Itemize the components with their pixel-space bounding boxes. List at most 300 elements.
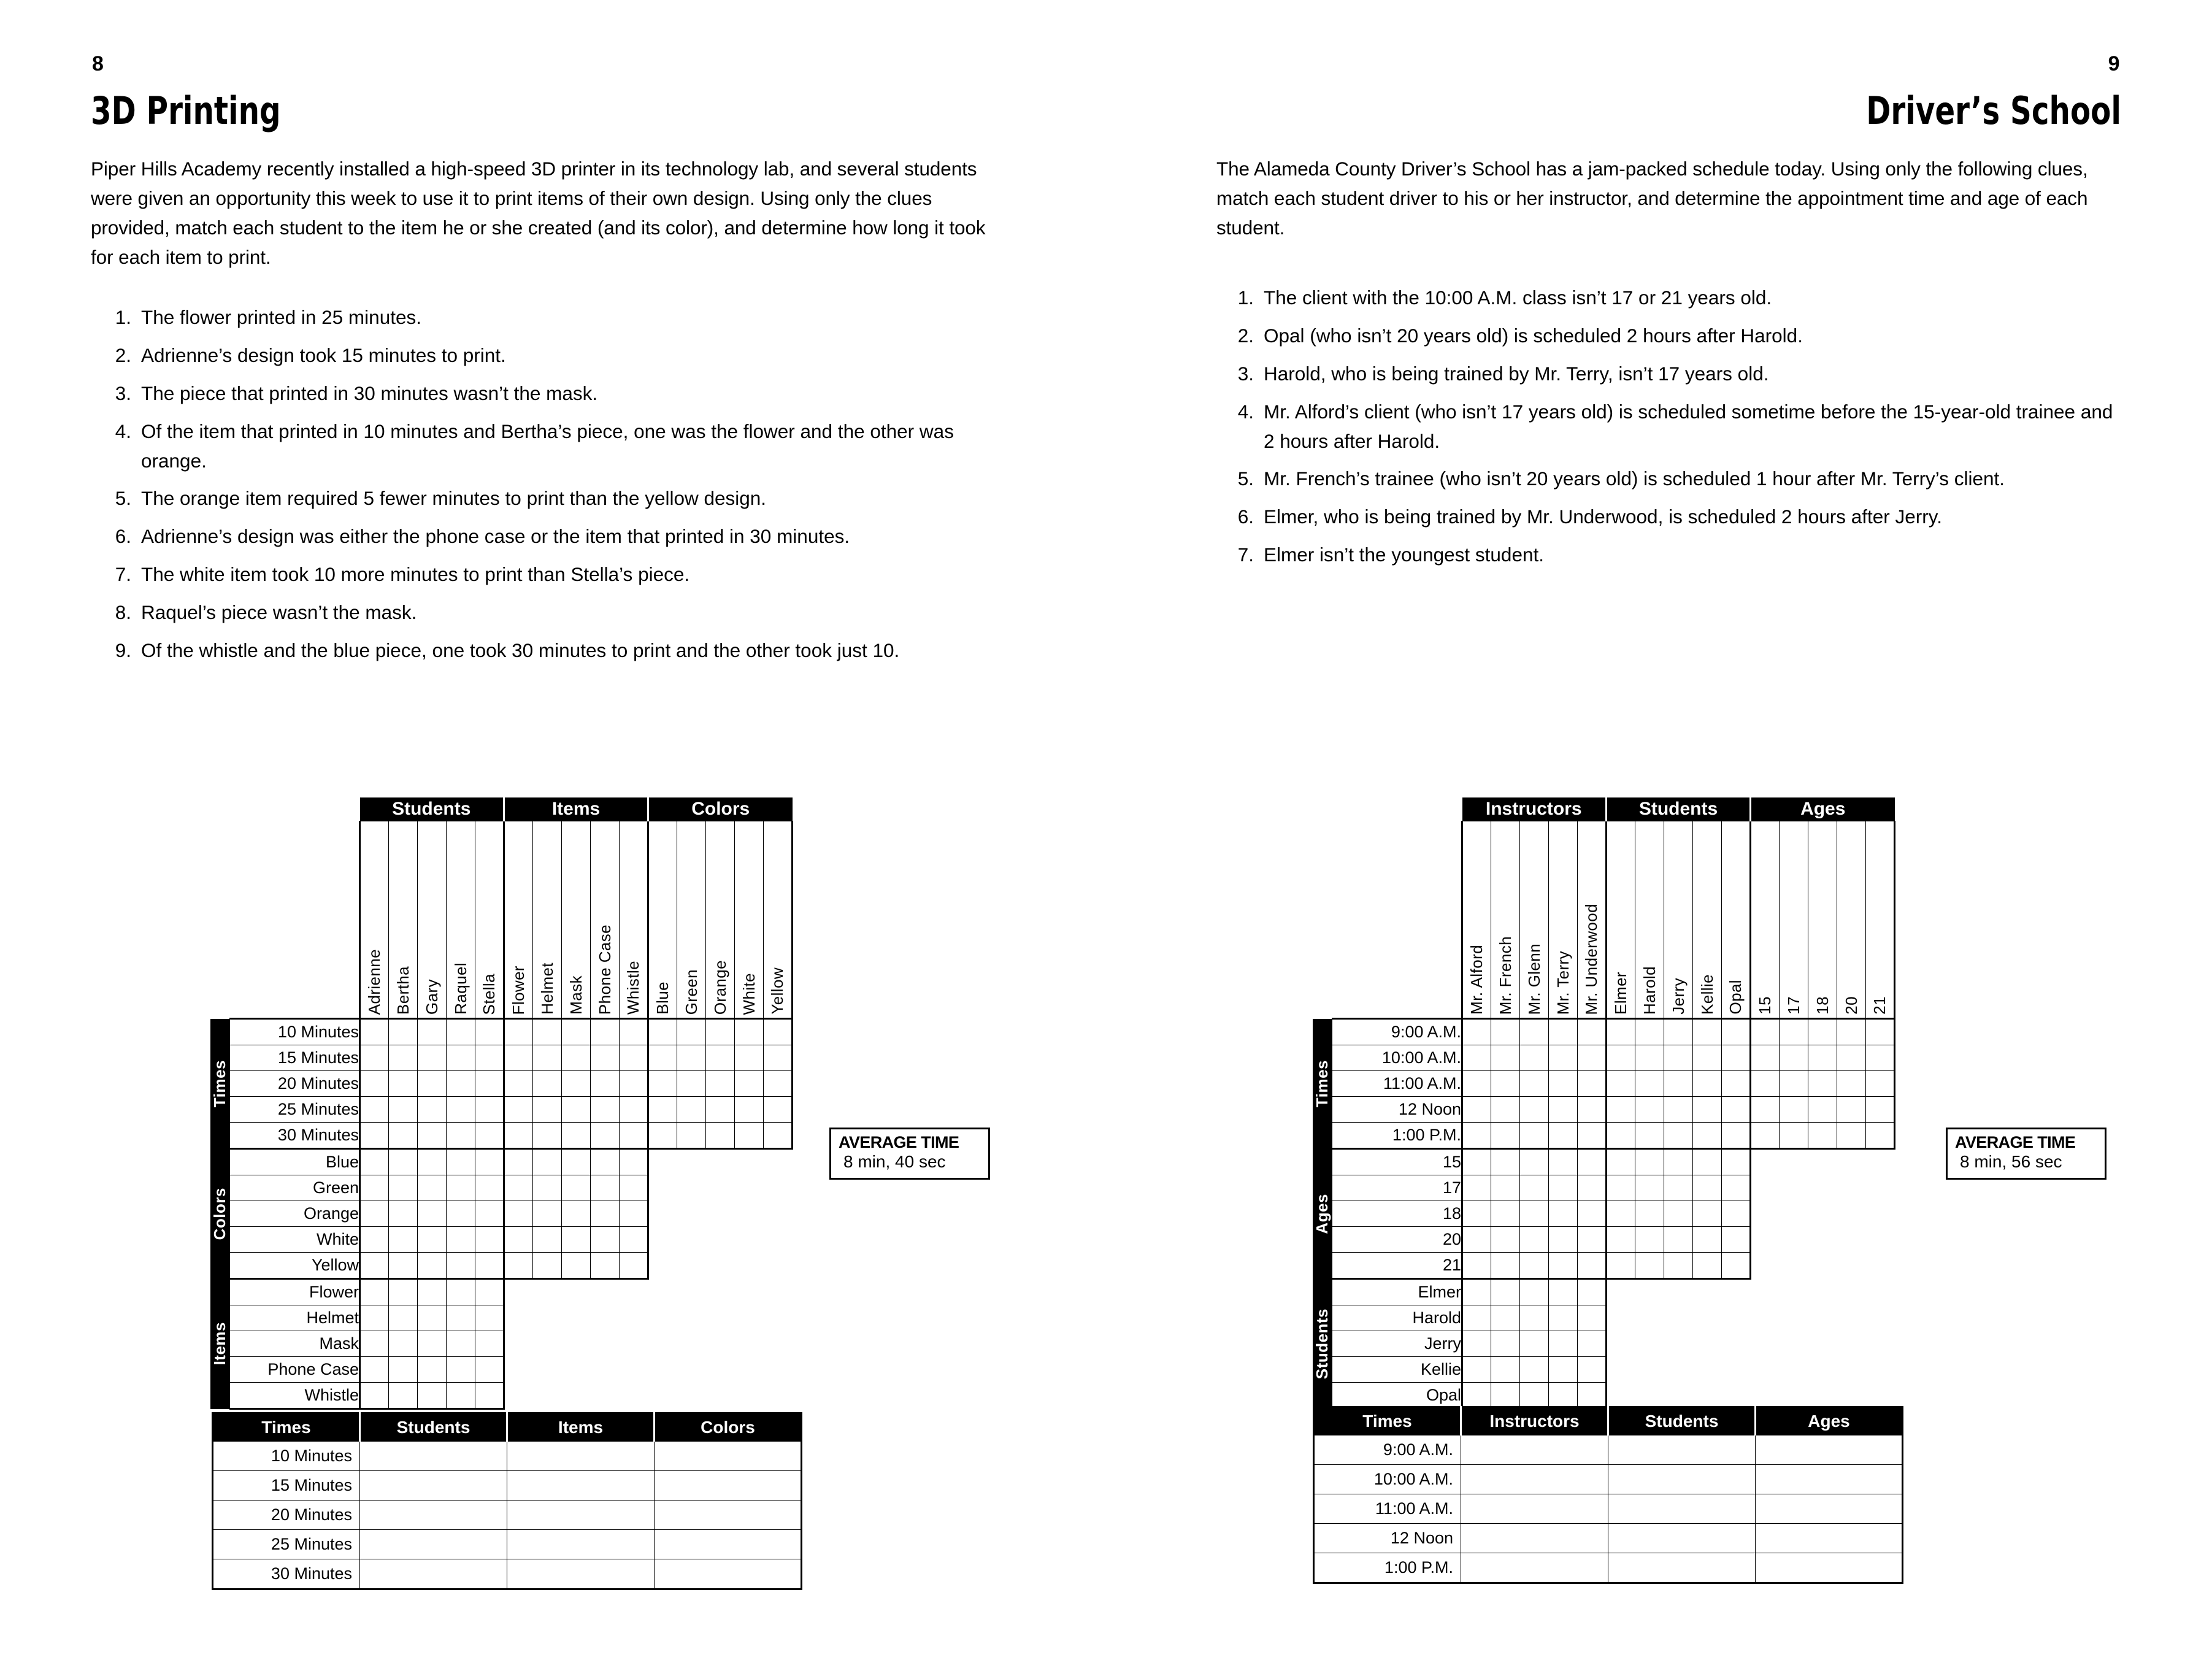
grid-cell[interactable] <box>389 1045 418 1071</box>
answer-input-cell[interactable] <box>507 1442 655 1471</box>
grid-cell[interactable] <box>1751 1045 1780 1071</box>
grid-cell[interactable] <box>1664 1175 1693 1201</box>
grid-cell[interactable] <box>360 1227 389 1253</box>
grid-cell[interactable] <box>447 1331 475 1357</box>
grid-cell[interactable] <box>389 1357 418 1383</box>
grid-cell[interactable] <box>360 1331 389 1357</box>
grid-cell[interactable] <box>389 1227 418 1253</box>
grid-cell[interactable] <box>1462 1253 1491 1279</box>
answer-input-cell[interactable] <box>1756 1465 1903 1494</box>
grid-cell[interactable] <box>1520 1149 1549 1175</box>
grid-cell[interactable] <box>1607 1149 1635 1175</box>
grid-cell[interactable] <box>764 1123 793 1149</box>
grid-cell[interactable] <box>475 1201 504 1227</box>
grid-cell[interactable] <box>1635 1045 1664 1071</box>
grid-cell[interactable] <box>360 1175 389 1201</box>
grid-cell[interactable] <box>677 1019 706 1045</box>
grid-cell[interactable] <box>447 1019 475 1045</box>
grid-cell[interactable] <box>1693 1123 1722 1149</box>
grid-cell[interactable] <box>620 1253 648 1279</box>
grid-cell[interactable] <box>591 1253 620 1279</box>
grid-cell[interactable] <box>389 1279 418 1305</box>
grid-cell[interactable] <box>1693 1071 1722 1097</box>
grid-cell[interactable] <box>1780 1071 1808 1097</box>
grid-cell[interactable] <box>1607 1045 1635 1071</box>
answer-table-left[interactable] <box>212 1412 802 1590</box>
grid-cell[interactable] <box>620 1175 648 1201</box>
grid-cell[interactable] <box>1491 1279 1520 1305</box>
grid-cell[interactable] <box>591 1149 620 1175</box>
answer-input-cell[interactable] <box>1756 1524 1903 1553</box>
answer-input-cell[interactable] <box>360 1559 507 1589</box>
grid-cell[interactable] <box>504 1253 533 1279</box>
grid-cell[interactable] <box>1462 1071 1491 1097</box>
grid-cell[interactable] <box>677 1071 706 1097</box>
grid-cell[interactable] <box>620 1123 648 1149</box>
grid-cell[interactable] <box>706 1123 735 1149</box>
grid-cell[interactable] <box>1578 1097 1607 1123</box>
grid-cell[interactable] <box>1837 1019 1866 1045</box>
grid-cell[interactable] <box>1866 1019 1895 1045</box>
grid-cell[interactable] <box>1462 1097 1491 1123</box>
grid-cell[interactable] <box>1578 1149 1607 1175</box>
grid-cell[interactable] <box>562 1253 591 1279</box>
grid-cell[interactable] <box>1549 1149 1578 1175</box>
grid-cell[interactable] <box>1808 1097 1837 1123</box>
grid-cell[interactable] <box>1578 1201 1607 1227</box>
grid-cell[interactable] <box>418 1331 447 1357</box>
grid-cell[interactable] <box>1751 1097 1780 1123</box>
grid-cell[interactable] <box>447 1383 475 1409</box>
grid-cell[interactable] <box>1607 1123 1635 1149</box>
grid-cell[interactable] <box>418 1279 447 1305</box>
grid-cell[interactable] <box>591 1019 620 1045</box>
grid-cell[interactable] <box>1491 1045 1520 1071</box>
answer-input-cell[interactable] <box>655 1559 802 1589</box>
grid-cell[interactable] <box>1607 1071 1635 1097</box>
grid-cell[interactable] <box>1722 1097 1751 1123</box>
answer-input-cell[interactable] <box>1756 1435 1903 1465</box>
grid-cell[interactable] <box>418 1357 447 1383</box>
grid-cell[interactable] <box>706 1019 735 1045</box>
grid-cell[interactable] <box>648 1071 677 1097</box>
grid-cell[interactable] <box>1520 1071 1549 1097</box>
grid-cell[interactable] <box>1635 1175 1664 1201</box>
answer-input-cell[interactable] <box>1756 1553 1903 1583</box>
grid-cell[interactable] <box>1549 1279 1578 1305</box>
grid-cell[interactable] <box>562 1097 591 1123</box>
grid-cell[interactable] <box>1578 1279 1607 1305</box>
grid-cell[interactable] <box>1664 1201 1693 1227</box>
grid-cell[interactable] <box>1491 1175 1520 1201</box>
grid-cell[interactable] <box>1578 1357 1607 1383</box>
grid-cell[interactable] <box>475 1175 504 1201</box>
grid-cell[interactable] <box>1635 1227 1664 1253</box>
grid-cell[interactable] <box>562 1071 591 1097</box>
grid-cell[interactable] <box>1491 1383 1520 1409</box>
grid-cell[interactable] <box>1780 1019 1808 1045</box>
grid-cell[interactable] <box>735 1071 764 1097</box>
grid-cell[interactable] <box>447 1149 475 1175</box>
grid-cell[interactable] <box>447 1045 475 1071</box>
grid-cell[interactable] <box>1693 1227 1722 1253</box>
answer-input-cell[interactable] <box>1461 1465 1608 1494</box>
answer-input-cell[interactable] <box>1608 1524 1756 1553</box>
grid-cell[interactable] <box>389 1097 418 1123</box>
grid-cell[interactable] <box>1635 1071 1664 1097</box>
grid-cell[interactable] <box>447 1279 475 1305</box>
grid-cell[interactable] <box>475 1253 504 1279</box>
grid-cell[interactable] <box>1491 1123 1520 1149</box>
grid-cell[interactable] <box>533 1201 562 1227</box>
grid-cell[interactable] <box>648 1019 677 1045</box>
grid-cell[interactable] <box>562 1123 591 1149</box>
grid-cell[interactable] <box>475 1331 504 1357</box>
grid-cell[interactable] <box>418 1383 447 1409</box>
grid-cell[interactable] <box>591 1227 620 1253</box>
grid-cell[interactable] <box>764 1019 793 1045</box>
grid-cell[interactable] <box>1578 1227 1607 1253</box>
grid-cell[interactable] <box>1549 1253 1578 1279</box>
grid-cell[interactable] <box>360 1201 389 1227</box>
grid-cell[interactable] <box>1462 1045 1491 1071</box>
answer-input-cell[interactable] <box>360 1442 507 1471</box>
grid-cell[interactable] <box>1722 1045 1751 1071</box>
grid-cell[interactable] <box>504 1201 533 1227</box>
grid-cell[interactable] <box>1491 1305 1520 1331</box>
grid-cell[interactable] <box>1520 1175 1549 1201</box>
grid-cell[interactable] <box>1578 1045 1607 1071</box>
grid-cell[interactable] <box>1607 1227 1635 1253</box>
answer-input-cell[interactable] <box>1461 1553 1608 1583</box>
grid-cell[interactable] <box>562 1019 591 1045</box>
grid-cell[interactable] <box>447 1201 475 1227</box>
answer-input-cell[interactable] <box>655 1501 802 1530</box>
grid-cell[interactable] <box>648 1097 677 1123</box>
answer-input-cell[interactable] <box>1608 1465 1756 1494</box>
grid-cell[interactable] <box>620 1149 648 1175</box>
grid-cell[interactable] <box>591 1097 620 1123</box>
grid-cell[interactable] <box>447 1175 475 1201</box>
answer-input-cell[interactable] <box>655 1442 802 1471</box>
grid-cell[interactable] <box>1664 1149 1693 1175</box>
grid-cell[interactable] <box>1578 1383 1607 1409</box>
grid-cell[interactable] <box>1837 1045 1866 1071</box>
grid-cell[interactable] <box>1808 1045 1837 1071</box>
grid-cell[interactable] <box>389 1253 418 1279</box>
grid-cell[interactable] <box>1837 1123 1866 1149</box>
grid-cell[interactable] <box>1549 1123 1578 1149</box>
grid-cell[interactable] <box>1693 1045 1722 1071</box>
grid-cell[interactable] <box>1693 1175 1722 1201</box>
grid-cell[interactable] <box>533 1123 562 1149</box>
grid-cell[interactable] <box>591 1175 620 1201</box>
grid-cell[interactable] <box>418 1149 447 1175</box>
grid-cell[interactable] <box>1462 1331 1491 1357</box>
grid-cell[interactable] <box>1578 1305 1607 1331</box>
grid-cell[interactable] <box>475 1071 504 1097</box>
grid-cell[interactable] <box>360 1071 389 1097</box>
grid-cell[interactable] <box>1520 1123 1549 1149</box>
grid-cell[interactable] <box>1693 1149 1722 1175</box>
grid-cell[interactable] <box>1491 1071 1520 1097</box>
grid-cell[interactable] <box>1491 1253 1520 1279</box>
grid-cell[interactable] <box>1491 1149 1520 1175</box>
answer-input-cell[interactable] <box>360 1530 507 1559</box>
grid-cell[interactable] <box>1549 1227 1578 1253</box>
grid-cell[interactable] <box>764 1045 793 1071</box>
grid-cell[interactable] <box>418 1071 447 1097</box>
grid-cell[interactable] <box>1837 1097 1866 1123</box>
grid-cell[interactable] <box>418 1253 447 1279</box>
grid-cell[interactable] <box>591 1201 620 1227</box>
grid-cell[interactable] <box>1722 1149 1751 1175</box>
grid-cell[interactable] <box>533 1019 562 1045</box>
grid-cell[interactable] <box>591 1045 620 1071</box>
grid-cell[interactable] <box>1462 1149 1491 1175</box>
grid-cell[interactable] <box>447 1123 475 1149</box>
grid-cell[interactable] <box>735 1019 764 1045</box>
grid-cell[interactable] <box>360 1383 389 1409</box>
grid-cell[interactable] <box>1462 1123 1491 1149</box>
grid-cell[interactable] <box>562 1201 591 1227</box>
grid-cell[interactable] <box>418 1175 447 1201</box>
grid-cell[interactable] <box>1462 1227 1491 1253</box>
grid-cell[interactable] <box>1520 1357 1549 1383</box>
grid-cell[interactable] <box>1780 1123 1808 1149</box>
grid-cell[interactable] <box>1635 1201 1664 1227</box>
answer-input-cell[interactable] <box>655 1471 802 1501</box>
grid-cell[interactable] <box>1462 1019 1491 1045</box>
answer-input-cell[interactable] <box>1461 1494 1608 1524</box>
grid-cell[interactable] <box>533 1097 562 1123</box>
grid-cell[interactable] <box>1664 1045 1693 1071</box>
grid-cell[interactable] <box>562 1175 591 1201</box>
grid-cell[interactable] <box>1751 1071 1780 1097</box>
grid-cell[interactable] <box>1722 1253 1751 1279</box>
grid-cell[interactable] <box>360 1019 389 1045</box>
grid-cell[interactable] <box>504 1019 533 1045</box>
grid-cell[interactable] <box>1751 1123 1780 1149</box>
grid-cell[interactable] <box>504 1227 533 1253</box>
grid-cell[interactable] <box>1693 1097 1722 1123</box>
grid-cell[interactable] <box>1462 1305 1491 1331</box>
grid-cell[interactable] <box>533 1071 562 1097</box>
grid-cell[interactable] <box>764 1097 793 1123</box>
logic-grid-right[interactable] <box>1313 797 1895 1410</box>
grid-cell[interactable] <box>389 1149 418 1175</box>
grid-cell[interactable] <box>1693 1019 1722 1045</box>
grid-cell[interactable] <box>735 1045 764 1071</box>
answer-input-cell[interactable] <box>1461 1435 1608 1465</box>
grid-cell[interactable] <box>418 1123 447 1149</box>
grid-cell[interactable] <box>533 1227 562 1253</box>
grid-cell[interactable] <box>1549 1071 1578 1097</box>
grid-cell[interactable] <box>1462 1357 1491 1383</box>
grid-cell[interactable] <box>1462 1201 1491 1227</box>
answer-input-cell[interactable] <box>360 1471 507 1501</box>
grid-cell[interactable] <box>677 1123 706 1149</box>
answer-input-cell[interactable] <box>1461 1524 1608 1553</box>
grid-cell[interactable] <box>360 1253 389 1279</box>
grid-cell[interactable] <box>591 1071 620 1097</box>
grid-cell[interactable] <box>1808 1019 1837 1045</box>
grid-cell[interactable] <box>1491 1201 1520 1227</box>
grid-cell[interactable] <box>1491 1097 1520 1123</box>
grid-cell[interactable] <box>1635 1097 1664 1123</box>
grid-cell[interactable] <box>1549 1305 1578 1331</box>
grid-cell[interactable] <box>562 1149 591 1175</box>
grid-cell[interactable] <box>620 1019 648 1045</box>
grid-cell[interactable] <box>1549 1019 1578 1045</box>
answer-input-cell[interactable] <box>507 1530 655 1559</box>
grid-cell[interactable] <box>1578 1071 1607 1097</box>
grid-cell[interactable] <box>1664 1253 1693 1279</box>
grid-cell[interactable] <box>475 1357 504 1383</box>
grid-cell[interactable] <box>1520 1019 1549 1045</box>
answer-table-right[interactable] <box>1313 1406 1903 1584</box>
grid-cell[interactable] <box>1578 1019 1607 1045</box>
grid-cell[interactable] <box>389 1201 418 1227</box>
grid-cell[interactable] <box>1808 1123 1837 1149</box>
grid-cell[interactable] <box>1549 1175 1578 1201</box>
grid-cell[interactable] <box>677 1045 706 1071</box>
grid-cell[interactable] <box>1635 1019 1664 1045</box>
grid-cell[interactable] <box>533 1045 562 1071</box>
grid-cell[interactable] <box>1491 1357 1520 1383</box>
grid-cell[interactable] <box>1664 1097 1693 1123</box>
grid-cell[interactable] <box>475 1227 504 1253</box>
grid-cell[interactable] <box>1607 1019 1635 1045</box>
answer-input-cell[interactable] <box>1608 1435 1756 1465</box>
grid-cell[interactable] <box>1722 1019 1751 1045</box>
grid-cell[interactable] <box>735 1097 764 1123</box>
grid-cell[interactable] <box>1520 1097 1549 1123</box>
grid-cell[interactable] <box>504 1071 533 1097</box>
grid-cell[interactable] <box>447 1305 475 1331</box>
grid-cell[interactable] <box>389 1331 418 1357</box>
grid-cell[interactable] <box>1462 1175 1491 1201</box>
grid-cell[interactable] <box>475 1019 504 1045</box>
grid-cell[interactable] <box>1520 1253 1549 1279</box>
grid-cell[interactable] <box>418 1019 447 1045</box>
grid-cell[interactable] <box>706 1097 735 1123</box>
grid-cell[interactable] <box>504 1045 533 1071</box>
grid-cell[interactable] <box>1780 1045 1808 1071</box>
grid-cell[interactable] <box>620 1097 648 1123</box>
grid-cell[interactable] <box>1722 1227 1751 1253</box>
grid-cell[interactable] <box>418 1201 447 1227</box>
grid-cell[interactable] <box>360 1045 389 1071</box>
grid-cell[interactable] <box>475 1305 504 1331</box>
grid-cell[interactable] <box>562 1227 591 1253</box>
grid-cell[interactable] <box>706 1071 735 1097</box>
grid-cell[interactable] <box>360 1279 389 1305</box>
grid-cell[interactable] <box>1664 1227 1693 1253</box>
grid-cell[interactable] <box>1693 1253 1722 1279</box>
grid-cell[interactable] <box>418 1045 447 1071</box>
grid-cell[interactable] <box>475 1097 504 1123</box>
grid-cell[interactable] <box>1549 1097 1578 1123</box>
grid-cell[interactable] <box>620 1227 648 1253</box>
answer-input-cell[interactable] <box>655 1530 802 1559</box>
grid-cell[interactable] <box>360 1123 389 1149</box>
grid-cell[interactable] <box>475 1383 504 1409</box>
grid-cell[interactable] <box>1462 1383 1491 1409</box>
grid-cell[interactable] <box>1866 1045 1895 1071</box>
grid-cell[interactable] <box>1722 1175 1751 1201</box>
grid-cell[interactable] <box>1722 1071 1751 1097</box>
answer-input-cell[interactable] <box>507 1471 655 1501</box>
grid-cell[interactable] <box>706 1045 735 1071</box>
grid-cell[interactable] <box>1607 1097 1635 1123</box>
grid-cell[interactable] <box>447 1071 475 1097</box>
grid-cell[interactable] <box>1520 1227 1549 1253</box>
grid-cell[interactable] <box>562 1045 591 1071</box>
grid-cell[interactable] <box>1578 1331 1607 1357</box>
grid-cell[interactable] <box>1607 1175 1635 1201</box>
logic-grid-table[interactable] <box>1313 797 1895 1410</box>
grid-cell[interactable] <box>533 1253 562 1279</box>
grid-cell[interactable] <box>1866 1123 1895 1149</box>
grid-cell[interactable] <box>389 1123 418 1149</box>
grid-cell[interactable] <box>1549 1357 1578 1383</box>
grid-cell[interactable] <box>447 1253 475 1279</box>
grid-cell[interactable] <box>1520 1305 1549 1331</box>
answer-input-cell[interactable] <box>1756 1494 1903 1524</box>
grid-cell[interactable] <box>389 1175 418 1201</box>
answer-input-cell[interactable] <box>1608 1494 1756 1524</box>
grid-cell[interactable] <box>1866 1097 1895 1123</box>
grid-cell[interactable] <box>1549 1201 1578 1227</box>
grid-cell[interactable] <box>1520 1279 1549 1305</box>
grid-cell[interactable] <box>735 1123 764 1149</box>
grid-cell[interactable] <box>1520 1201 1549 1227</box>
grid-cell[interactable] <box>1722 1201 1751 1227</box>
grid-cell[interactable] <box>677 1097 706 1123</box>
grid-cell[interactable] <box>1722 1123 1751 1149</box>
grid-cell[interactable] <box>504 1123 533 1149</box>
grid-cell[interactable] <box>389 1071 418 1097</box>
grid-cell[interactable] <box>1780 1097 1808 1123</box>
grid-cell[interactable] <box>648 1045 677 1071</box>
grid-cell[interactable] <box>1578 1253 1607 1279</box>
grid-cell[interactable] <box>1520 1331 1549 1357</box>
grid-cell[interactable] <box>764 1071 793 1097</box>
grid-cell[interactable] <box>389 1019 418 1045</box>
grid-cell[interactable] <box>1607 1201 1635 1227</box>
grid-cell[interactable] <box>360 1097 389 1123</box>
grid-cell[interactable] <box>1635 1123 1664 1149</box>
grid-cell[interactable] <box>418 1097 447 1123</box>
grid-cell[interactable] <box>504 1149 533 1175</box>
grid-cell[interactable] <box>648 1123 677 1149</box>
grid-cell[interactable] <box>533 1175 562 1201</box>
grid-cell[interactable] <box>475 1045 504 1071</box>
grid-cell[interactable] <box>1693 1201 1722 1227</box>
grid-cell[interactable] <box>620 1045 648 1071</box>
grid-cell[interactable] <box>591 1123 620 1149</box>
grid-cell[interactable] <box>389 1383 418 1409</box>
grid-cell[interactable] <box>1607 1253 1635 1279</box>
grid-cell[interactable] <box>1549 1331 1578 1357</box>
grid-cell[interactable] <box>1520 1045 1549 1071</box>
logic-grid-left[interactable] <box>210 797 793 1410</box>
answer-input-cell[interactable] <box>507 1559 655 1589</box>
grid-cell[interactable] <box>1491 1019 1520 1045</box>
grid-cell[interactable] <box>360 1357 389 1383</box>
grid-cell[interactable] <box>447 1097 475 1123</box>
